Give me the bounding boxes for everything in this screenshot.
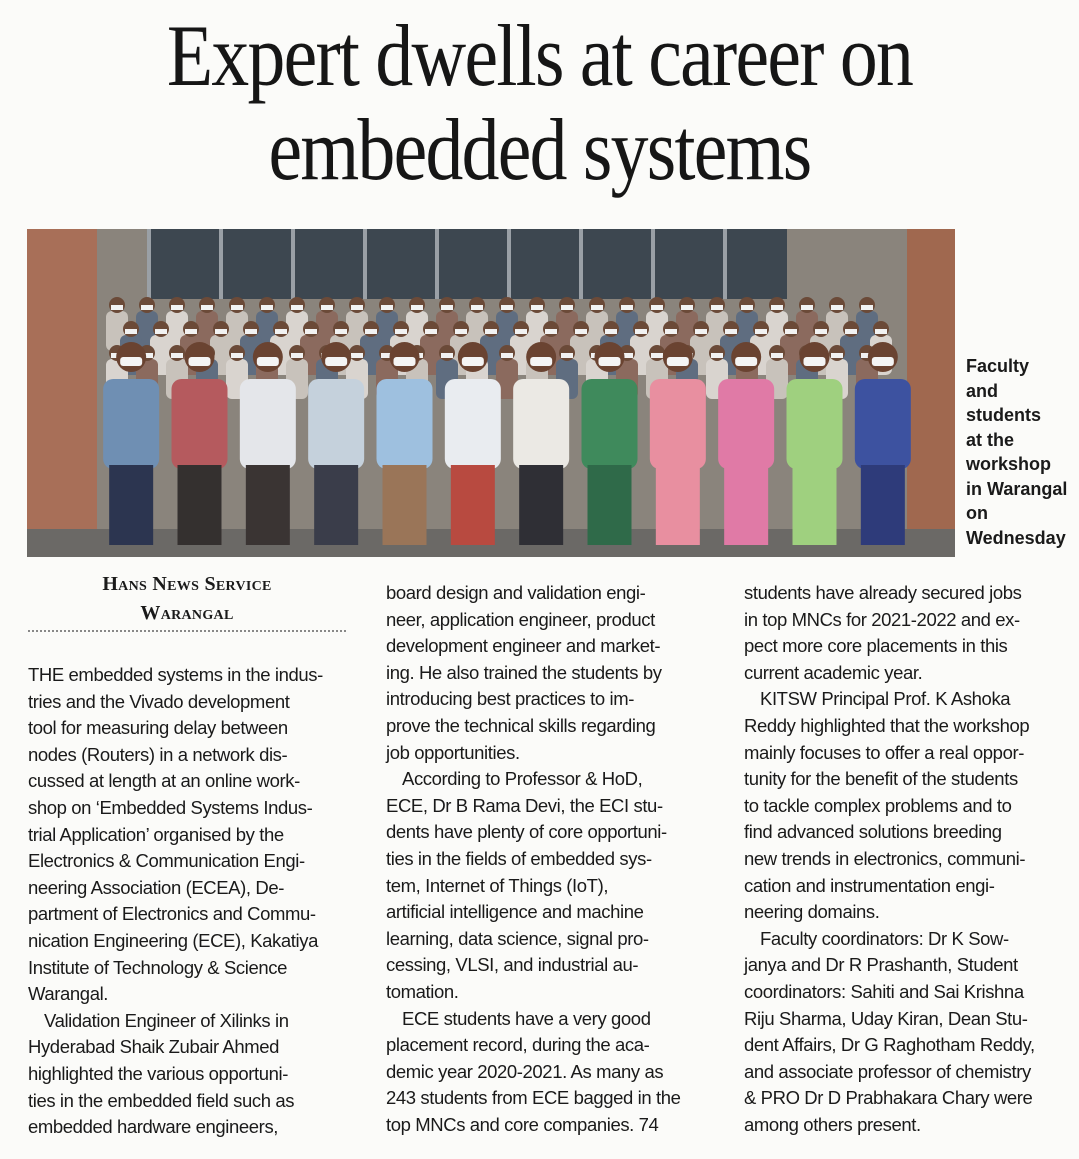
face-mask [804, 357, 826, 366]
article-paragraph [28, 1008, 348, 1141]
article-line: find advanced solutions breeding [744, 821, 1002, 843]
face-mask [771, 305, 783, 310]
article-line: cation and instrumentation engi- [744, 874, 995, 896]
face-mask [325, 357, 347, 366]
face-mask [501, 353, 513, 358]
face-mask [201, 305, 213, 310]
face-mask [381, 305, 393, 310]
face-mask [621, 305, 633, 310]
article-line: Hyderabad Shaik Zubair Ahmed [28, 1036, 280, 1058]
face-mask [411, 305, 423, 310]
faculty-torso [103, 379, 159, 469]
face-mask [815, 329, 827, 334]
headline [101, 10, 977, 198]
face-mask [441, 353, 453, 358]
article-line: ECE students have a very good [402, 1007, 651, 1029]
article-line: in top MNCs for 2021-2022 and ex- [744, 608, 1020, 630]
article-line: neering domains. [744, 901, 880, 923]
face-mask [861, 305, 873, 310]
article-line: cussed at length at an online work- [28, 770, 300, 792]
face-mask [395, 329, 407, 334]
article-line: demic year 2020-2021. As many as [386, 1060, 664, 1082]
article-line: THE embedded systems in the indus- [28, 664, 323, 685]
byline [28, 570, 346, 628]
caption-line: and [966, 380, 999, 401]
faculty-torso [582, 379, 638, 469]
article-line: placement record, during the aca- [386, 1034, 650, 1056]
face-mask [257, 357, 279, 366]
face-mask [575, 329, 587, 334]
article-line: neer, application engineer, product [386, 608, 655, 630]
caption-line: on [966, 503, 988, 523]
brick-pillar-right [907, 229, 955, 557]
face-mask [351, 305, 363, 310]
face-mask [305, 329, 317, 334]
face-mask [351, 353, 363, 358]
article-line: nodes (Routers) in a network dis- [28, 743, 288, 765]
article-line: dent Affairs, Dr G Raghotham Reddy, [744, 1034, 1035, 1056]
article-line: cessing, VLSI, and industrial au- [386, 954, 639, 976]
window-frame [507, 229, 511, 299]
article-line: coordinators: Sahiti and Sai Krishna [744, 980, 1024, 1002]
face-mask [471, 305, 483, 310]
faculty-torso [377, 379, 433, 469]
group-photo [27, 229, 955, 557]
faculty-torso [172, 379, 228, 469]
article-line: ties in the fields of embedded sys- [386, 847, 652, 869]
caption-line: Faculty [966, 356, 1030, 376]
article-line: prove the technical skills regarding [386, 714, 656, 736]
faculty-torso [855, 379, 911, 469]
face-mask [831, 353, 843, 358]
photo-caption [966, 354, 1076, 550]
article-line: learning, data science, signal pro- [386, 927, 649, 949]
article-line: Electronics & Communication Engi- [28, 850, 305, 872]
face-mask [605, 329, 617, 334]
article-line: among others present. [744, 1113, 921, 1135]
article-line: top MNCs and core companies. 74 [386, 1113, 659, 1135]
face-mask [111, 305, 123, 310]
face-mask [261, 305, 273, 310]
article-column-1 [28, 662, 348, 1141]
face-mask [561, 305, 573, 310]
article-line: introducing best practices to im- [386, 688, 634, 710]
window-frame [651, 229, 655, 299]
faculty-torso [787, 379, 843, 469]
face-mask [185, 329, 197, 334]
faculty-torso [513, 379, 569, 469]
byline-divider [28, 630, 346, 632]
face-mask [125, 329, 137, 334]
face-mask [651, 305, 663, 310]
faculty-legs [861, 465, 905, 545]
face-mask [501, 305, 513, 310]
article-paragraph [386, 580, 716, 766]
caption-line: workshop [966, 454, 1052, 474]
face-mask [872, 357, 894, 366]
faculty-torso [650, 379, 706, 469]
article-line: janya and Dr R Prashanth, Student [744, 954, 1018, 976]
article-line: neering Association (ECEA), De- [28, 876, 284, 898]
faculty-legs [793, 465, 837, 545]
article-line: to tackle complex problems and to [744, 794, 1012, 816]
face-mask [171, 305, 183, 310]
faculty-legs [724, 465, 768, 545]
window-frame [219, 229, 223, 299]
face-mask [599, 357, 621, 366]
article-line: tunity for the benefit of the students [744, 768, 1018, 790]
face-mask [785, 329, 797, 334]
face-mask [591, 305, 603, 310]
face-mask [741, 305, 753, 310]
brick-pillar-left [27, 229, 97, 557]
face-mask [462, 357, 484, 366]
face-mask [735, 357, 757, 366]
face-mask [711, 353, 723, 358]
face-mask [365, 329, 377, 334]
caption-line: at the [966, 429, 1015, 450]
article-line: shop on ‘Embedded Systems Indus- [28, 796, 313, 818]
faculty-legs [588, 465, 632, 545]
face-mask [801, 305, 813, 310]
article-line: mainly focuses to offer a real oppor- [744, 741, 1024, 763]
article-line: ties in the embedded field such as [28, 1089, 295, 1111]
face-mask [485, 329, 497, 334]
caption-line: students [966, 405, 1042, 425]
face-mask [215, 329, 227, 334]
face-mask [725, 329, 737, 334]
article-paragraph [744, 926, 1074, 1139]
group-photo-illustration [27, 229, 955, 557]
face-mask [394, 357, 416, 366]
face-mask [231, 305, 243, 310]
headline-line-1: Expert dwells at career on [166, 8, 913, 105]
article-line: tomation. [386, 980, 459, 1002]
face-mask [321, 305, 333, 310]
face-mask [425, 329, 437, 334]
faculty-legs [109, 465, 153, 545]
face-mask [455, 329, 467, 334]
faculty-torso [718, 379, 774, 469]
faculty-torso [308, 379, 364, 469]
article-line: ing. He also trained the students by [386, 661, 662, 683]
headline-line-2: embedded systems [268, 102, 811, 199]
article-paragraph [28, 662, 348, 1008]
article-line: students have already secured jobs [744, 582, 1022, 603]
building-windows [147, 229, 787, 299]
article-line: nication Engineering (ECE), Kakatiya [28, 929, 318, 951]
article-line: trial Application’ organised by the [28, 823, 284, 845]
face-mask [441, 305, 453, 310]
face-mask [531, 305, 543, 310]
face-mask [667, 357, 689, 366]
face-mask [245, 329, 257, 334]
article-paragraph [386, 1006, 716, 1139]
face-mask [335, 329, 347, 334]
faculty-legs [314, 465, 358, 545]
article-line: development engineer and market- [386, 635, 661, 657]
faculty-legs [178, 465, 222, 545]
faculty-legs [383, 465, 427, 545]
caption-line: Wednesday [966, 527, 1066, 548]
window-frame [291, 229, 295, 299]
face-mask [141, 305, 153, 310]
article-line: job opportunities. [386, 741, 520, 763]
faculty-legs [246, 465, 290, 545]
article-line: new trends in electronics, communi- [744, 847, 1026, 869]
face-mask [635, 329, 647, 334]
face-mask [771, 353, 783, 358]
faculty-torso [240, 379, 296, 469]
window-frame [435, 229, 439, 299]
faculty-torso [445, 379, 501, 469]
face-mask [515, 329, 527, 334]
article-line: embedded hardware engineers, [28, 1116, 279, 1138]
article-line: and associate professor of chemistry [744, 1060, 1031, 1082]
article-paragraph [744, 686, 1074, 925]
face-mask [545, 329, 557, 334]
article-paragraph [386, 766, 716, 1005]
article-line: & PRO Dr D Prabhakara Chary were [744, 1087, 1033, 1109]
article-line: Faculty coordinators: Dr K Sow- [760, 927, 1009, 949]
face-mask [665, 329, 677, 334]
article-line: tem, Internet of Things (IoT), [386, 874, 609, 896]
article-line: Warangal. [28, 983, 109, 1005]
face-mask [845, 329, 857, 334]
face-mask [831, 305, 843, 310]
face-mask [155, 329, 167, 334]
window-frame [579, 229, 583, 299]
article-line: ECE, Dr B Rama Devi, the ECI stu- [386, 794, 663, 816]
window-frame [363, 229, 367, 299]
face-mask [711, 305, 723, 310]
face-mask [530, 357, 552, 366]
face-mask [189, 357, 211, 366]
article-line: highlighted the various opportuni- [28, 1062, 288, 1084]
article-line: Reddy highlighted that the workshop [744, 714, 1030, 736]
face-mask [561, 353, 573, 358]
face-mask [651, 353, 663, 358]
face-mask [755, 329, 767, 334]
face-mask [171, 353, 183, 358]
caption-line: in Warangal [966, 478, 1068, 499]
article-line: partment of Electronics and Commu- [28, 903, 316, 925]
article-line: artificial intelligence and machine [386, 901, 644, 923]
article-line: tries and the Vivado development [28, 690, 290, 712]
article-line: KITSW Principal Prof. K Ashoka [760, 688, 1011, 710]
article-line: According to Professor & HoD, [402, 768, 643, 790]
article-line: 243 students from ECE bagged in the [386, 1087, 681, 1109]
faculty-legs [451, 465, 495, 545]
article-column-3 [744, 580, 1074, 1138]
face-mask [231, 353, 243, 358]
face-mask [291, 353, 303, 358]
face-mask [875, 329, 887, 334]
face-mask [120, 357, 142, 366]
face-mask [291, 305, 303, 310]
article-line: board design and validation engi- [386, 582, 646, 603]
article-line: Validation Engineer of Xilinks in [44, 1009, 289, 1031]
window-frame [147, 229, 151, 299]
article-paragraph [744, 580, 1074, 686]
face-mask [695, 329, 707, 334]
article-line: tool for measuring delay between [28, 717, 288, 739]
window-frame [723, 229, 727, 299]
article-column-2 [386, 580, 716, 1138]
faculty-legs [519, 465, 563, 545]
byline-agency: Hans News Service [102, 573, 272, 595]
article-line: current academic year. [744, 661, 923, 683]
faculty-legs [656, 465, 700, 545]
face-mask [681, 305, 693, 310]
byline-location: Warangal [140, 602, 234, 624]
article-line: Riju Sharma, Uday Kiran, Dean Stu- [744, 1007, 1028, 1029]
article-line: dents have plenty of core opportuni- [386, 821, 667, 843]
article-line: Institute of Technology & Science [28, 956, 287, 978]
article-line: pect more core placements in this [744, 635, 1008, 657]
face-mask [275, 329, 287, 334]
